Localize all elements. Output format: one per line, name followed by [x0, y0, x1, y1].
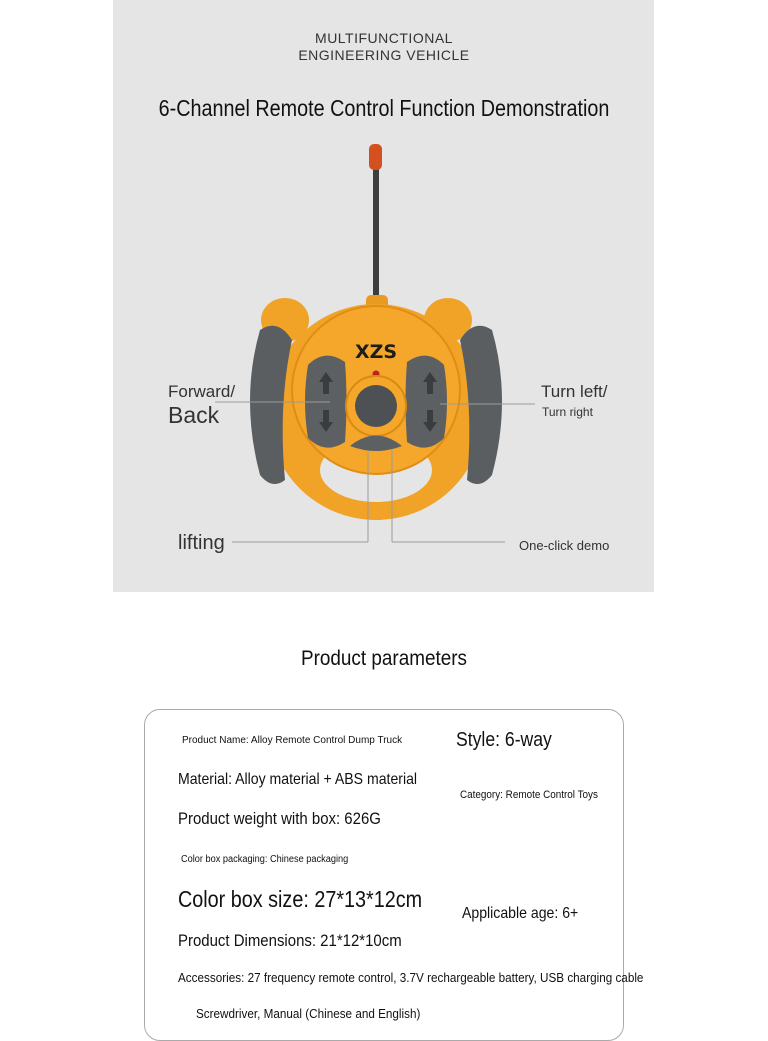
brand-logo: XZS: [354, 341, 398, 363]
param-weight: Product weight with box: 626G: [178, 809, 381, 828]
label-turn-left: Turn left/: [541, 382, 608, 401]
label-back: Back: [168, 402, 220, 428]
subtitle-line1: MULTIFUNCTIONAL: [315, 30, 453, 46]
label-turn-right: Turn right: [542, 405, 593, 419]
param-product-name: Product Name: Alloy Remote Control Dump Truck: [182, 735, 403, 746]
param-accessories-line2: Screwdriver, Manual (Chinese and English): [196, 1006, 421, 1021]
param-age: Applicable age: 6+: [462, 905, 579, 922]
subtitle-line2: ENGINEERING VEHICLE: [298, 47, 470, 63]
label-demo: One-click demo: [519, 538, 610, 553]
page-title: 6-Channel Remote Control Function Demonstration: [158, 95, 610, 121]
param-category: Category: Remote Control Toys: [460, 789, 598, 801]
param-dimensions: Product Dimensions: 21*12*10cm: [178, 931, 402, 950]
label-forward: Forward/: [168, 382, 236, 401]
params-card: [144, 709, 624, 1041]
label-lifting: lifting: [178, 532, 225, 554]
param-box-size: Color box size: 27*13*12cm: [178, 886, 423, 912]
param-accessories: Accessories: 27 frequency remote control, 3.7V rechargeable battery, USB charging cable: [178, 970, 644, 985]
param-packaging: Color box packaging: Chinese packaging: [181, 854, 349, 865]
param-style: Style: 6-way: [456, 729, 552, 751]
param-material: Material: Alloy material + ABS material: [178, 771, 418, 788]
params-heading: Product parameters: [301, 647, 467, 670]
